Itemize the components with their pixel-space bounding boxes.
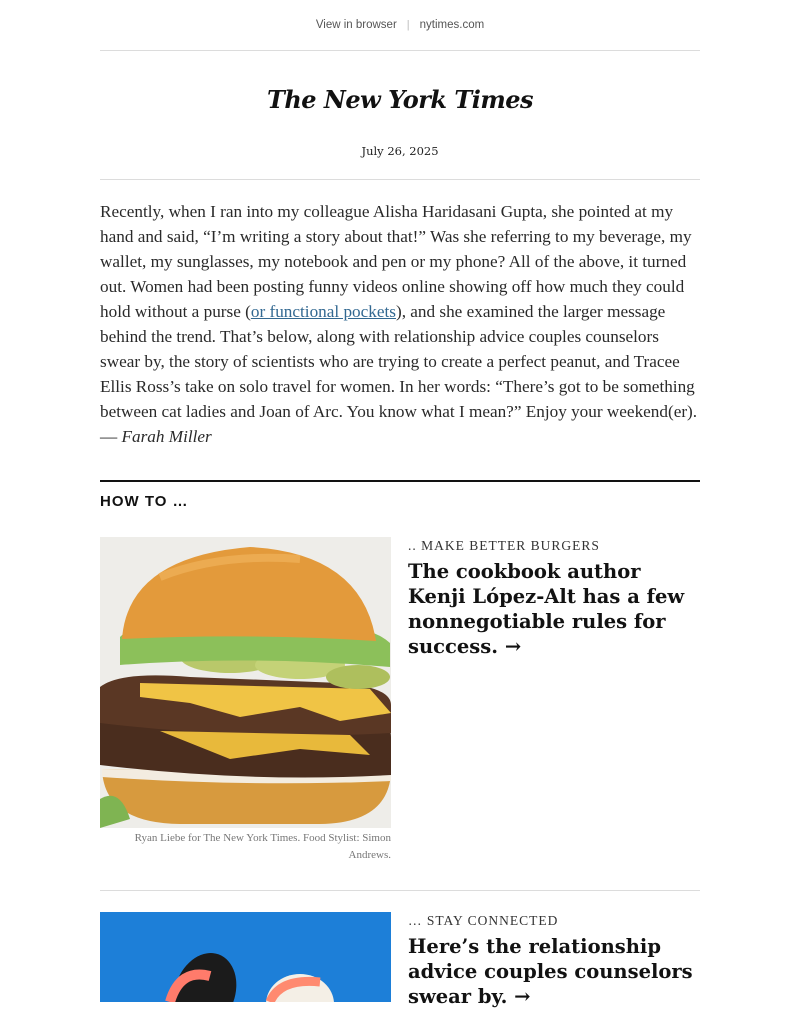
intro-author: Farah Miller bbox=[121, 427, 212, 446]
burger-photo-caption: Ryan Liebe for The New York Times. Food Stylist: Simon Andrews. bbox=[134, 832, 391, 861]
nyt-logo[interactable]: The New York Times bbox=[267, 84, 533, 114]
burger-photo[interactable] bbox=[100, 537, 391, 828]
story-kicker: .. MAKE BETTER BURGERS bbox=[408, 538, 600, 553]
story-divider bbox=[100, 890, 700, 891]
functional-pockets-link[interactable]: or functional pockets bbox=[250, 302, 396, 321]
story-headline-link[interactable]: The cookbook author Kenji López-Alt has a few nonnegotiable rules for success. → bbox=[408, 560, 685, 658]
issue-date: July 26, 2025 bbox=[361, 144, 439, 158]
couples-photo[interactable] bbox=[100, 912, 391, 1002]
story-burgers-text bbox=[408, 537, 700, 864]
section-title: HOW TO … bbox=[100, 493, 189, 510]
burger-illustration bbox=[100, 537, 391, 828]
nytimes-link[interactable]: nytimes.com bbox=[419, 19, 485, 31]
intro-paragraph bbox=[100, 199, 700, 449]
intro-text-part2: ), and she examined the larger message behind the trend. That’s below, along with relationship advice couples counselors swear by, the story of scientists who are trying to create a perfect peanut, and Tracee Ellis Ross’s take on solo travel for women. In her words: “There’s got to be something between cat ladies and Joan of Arc. You know what I mean?” Enjoy your weekend(er). — bbox=[100, 302, 698, 446]
story-headline-link[interactable]: Here’s the relationship advice couples counselors swear by. → bbox=[408, 935, 693, 1008]
couples-illustration bbox=[100, 912, 391, 1002]
top-links-separator: | bbox=[406, 19, 410, 31]
view-in-browser-link[interactable]: View in browser bbox=[315, 19, 397, 31]
story-kicker: … STAY CONNECTED bbox=[408, 913, 559, 928]
story-burgers bbox=[100, 537, 700, 864]
story-stay-connected bbox=[100, 912, 700, 1009]
intro-text-part1: Recently, when I ran into my colleague Alisha Haridasani Gupta, she pointed at my hand and said, “I’m writing a story about that!” Was she referring to my beverage, my wallet, my sunglasses, my notebook and pen or my phone? All of the above, it turned out. Women had been posting funny videos online showing off how much they could hold without a purse ( bbox=[100, 202, 692, 321]
email-container bbox=[100, 0, 700, 1009]
date-rule bbox=[100, 179, 700, 180]
masthead[interactable] bbox=[100, 51, 700, 143]
top-links-bar bbox=[100, 0, 700, 50]
story-stay-connected-text bbox=[408, 912, 700, 1009]
